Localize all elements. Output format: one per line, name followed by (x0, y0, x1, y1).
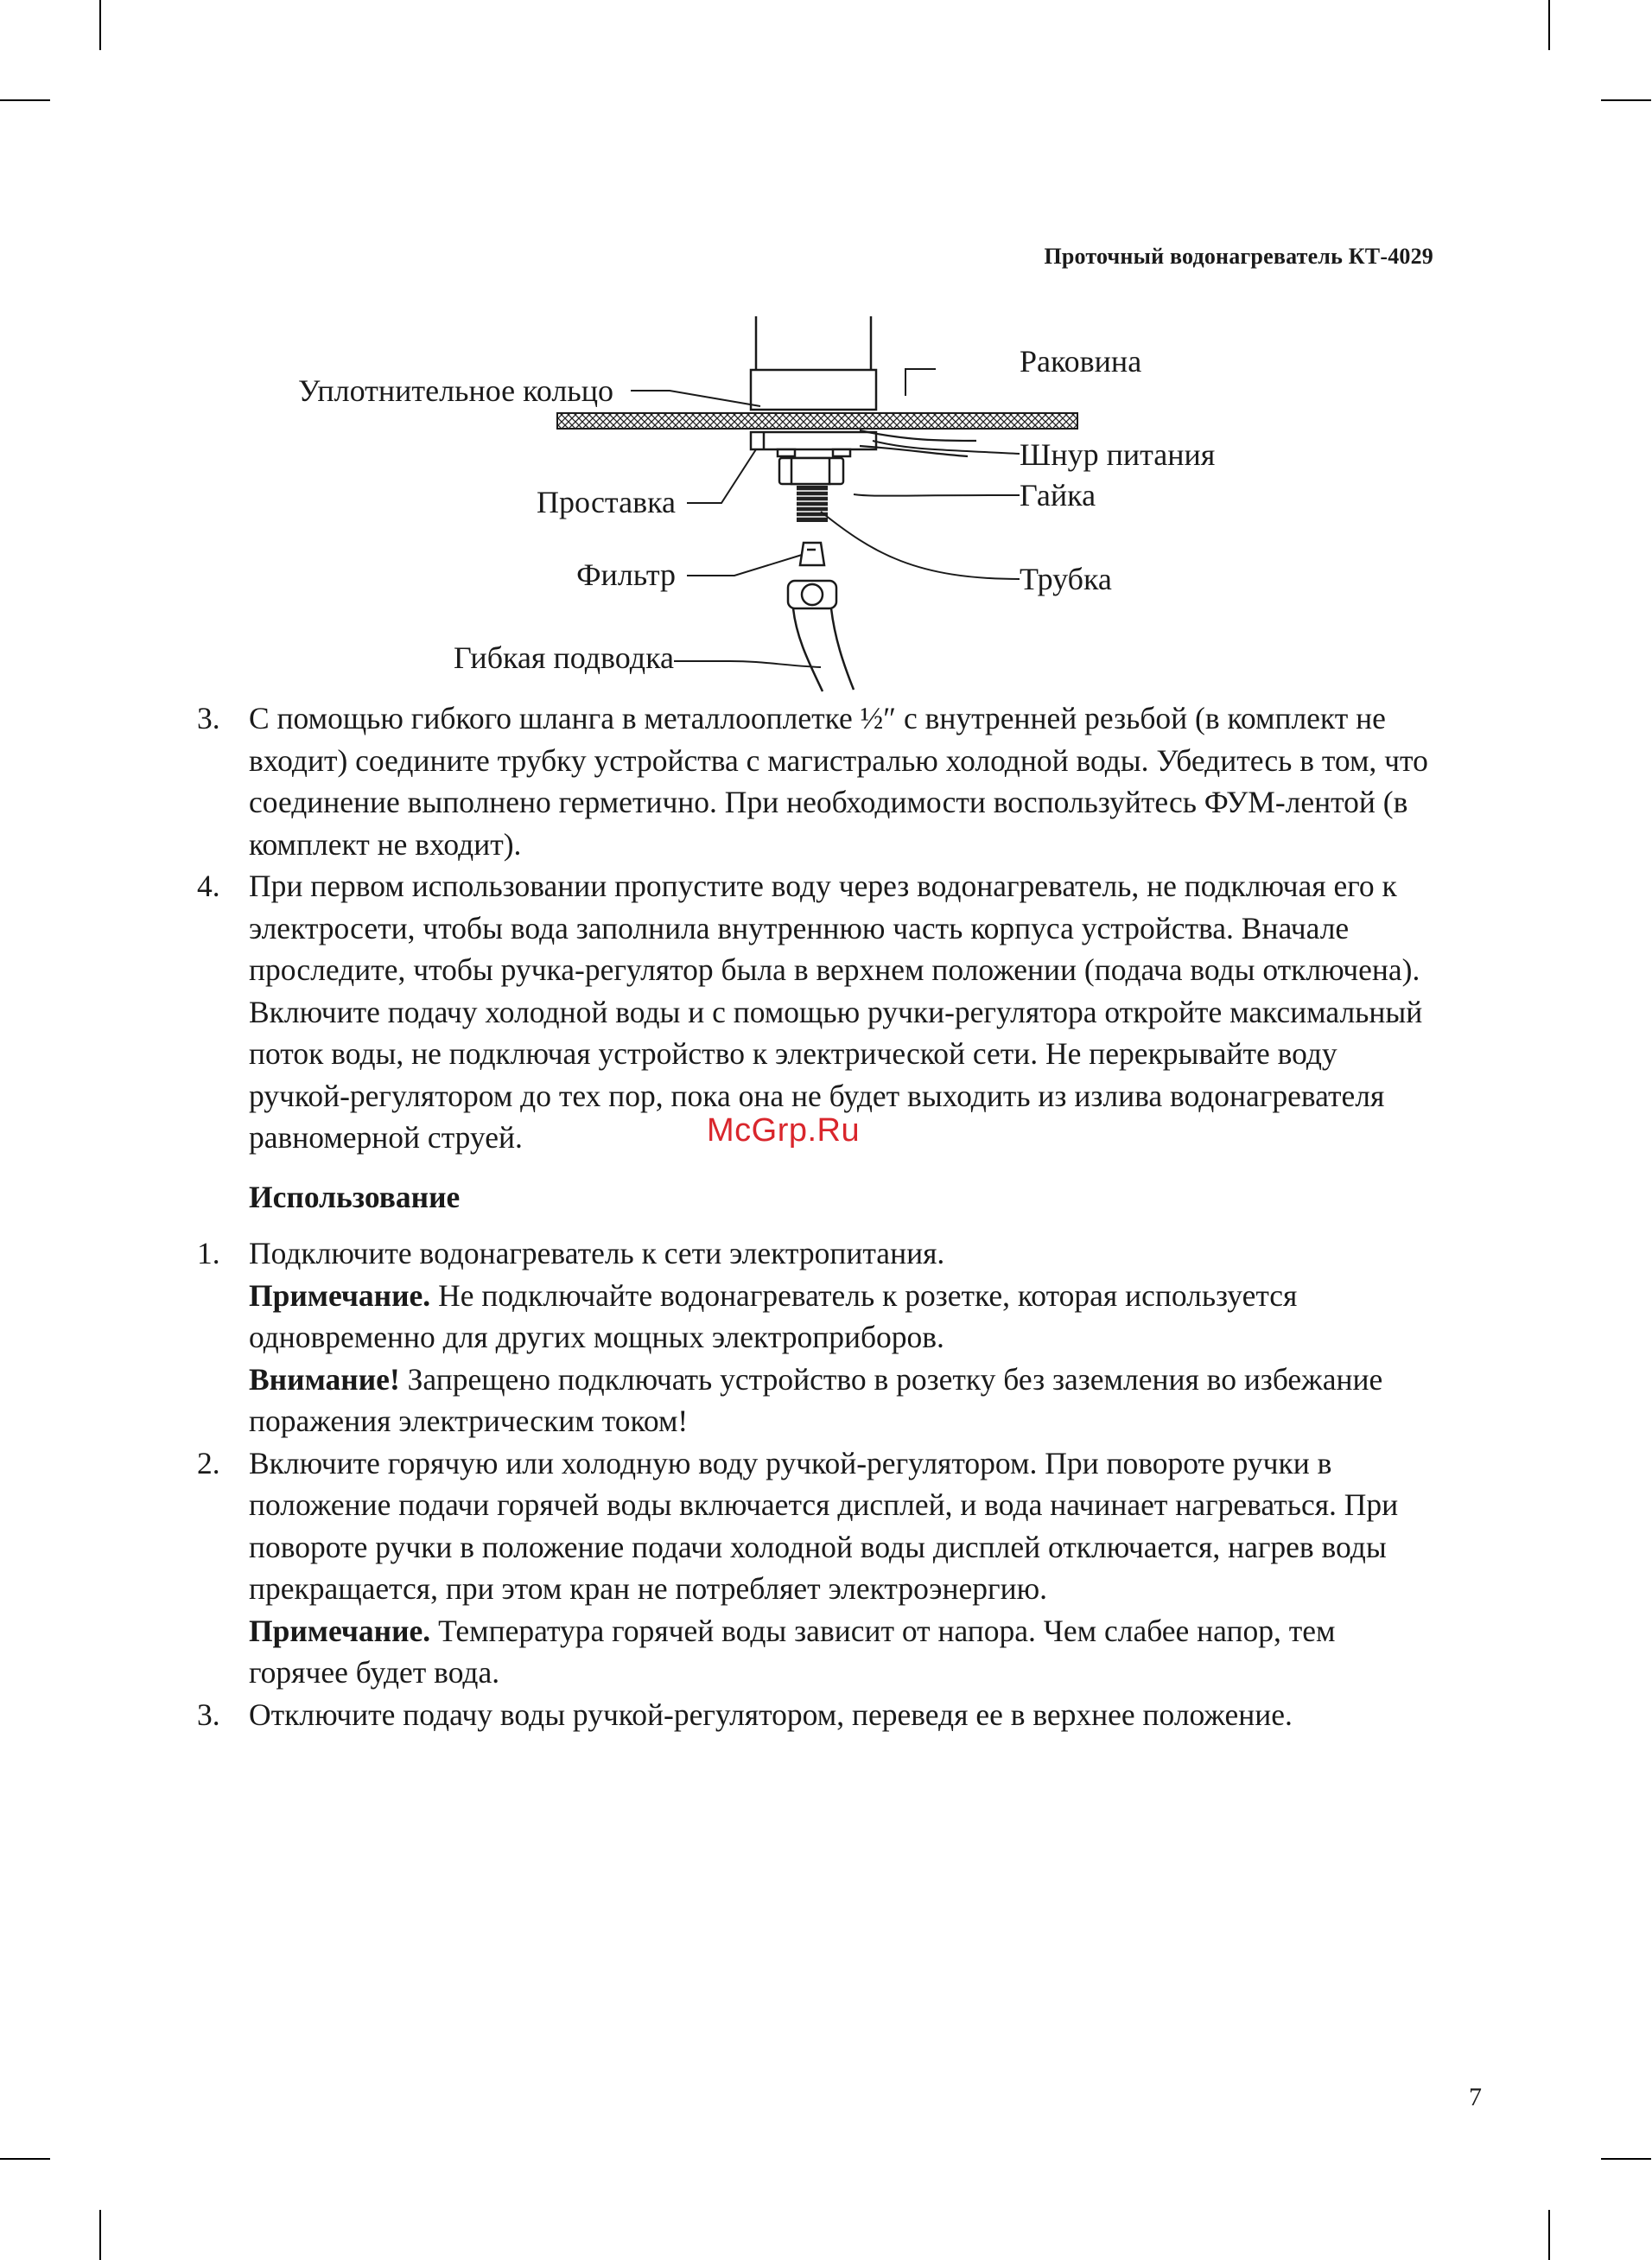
crop-mark (1548, 2210, 1550, 2260)
warning-label: Внимание! (249, 1361, 400, 1397)
page-number: 7 (1469, 2083, 1482, 2111)
crop-mark (99, 2210, 101, 2260)
step-text: Отключите подачу воды ручкой-регулятором, переведя ее в верхнее положение. (249, 1697, 1293, 1732)
usage-step (197, 1232, 1441, 1442)
section-heading-usage: Использование (249, 1179, 461, 1214)
threaded-tube (797, 486, 828, 522)
note-paragraph (249, 1610, 1441, 1694)
warning-paragraph (249, 1359, 1441, 1442)
crop-mark (1601, 2158, 1651, 2160)
crop-mark (0, 2158, 50, 2160)
nut (778, 449, 850, 484)
step-text: Подключите водонагреватель к сети электропитания. (249, 1236, 945, 1270)
step-text: При первом использовании пропустите воду через водонагреватель, не подключая его к электросети, чтобы вода заполнила внутреннюю часть корпуса устройства. Вначале проследите, чтобы ручка-регулятор была в верхнем положении (подача воды отключена). Включите подачу холодной воды и с помощью ручки-регулятора откройте максимальный поток воды, не подключая устройство к электрической сети. Не перекрывайте воду ручкой-регулятором до тех пор, пока она не будет выходить из излива водонагревателя равномерной струей. (249, 869, 1423, 1155)
spacer (751, 432, 876, 449)
instructions-body (197, 697, 1441, 1735)
label-nut: Гайка (1020, 478, 1096, 512)
usage-step (197, 1442, 1441, 1694)
step-text: Включите горячую или холодную воду ручкой-регулятором. При повороте ручки в положение подачи горячей воды включается дисплей, и вода начинает нагреваться. При повороте ручки в положение подачи холодной воды дисплей отключается, нагрев воды прекращается, при этом кран не потребляет электроэнергию. (249, 1445, 1399, 1606)
installation-diagram (251, 311, 1253, 700)
watermark: McGrp.Ru (707, 1112, 861, 1149)
flexible-hose (793, 608, 854, 691)
label-flex-hose: Гибкая подводка (453, 640, 674, 675)
note-label: Примечание. (249, 1277, 431, 1313)
label-spacer: Проставка (537, 485, 676, 519)
step-number: 4. (197, 869, 220, 903)
installation-diagram-svg (251, 311, 1253, 700)
label-sink: Раковина (1020, 344, 1142, 379)
warning-text: Запрещено подключать устройство в розетку без заземления во избежание поражения электрическим током! (249, 1361, 1383, 1438)
step-number: 3. (197, 1697, 220, 1732)
step-number: 2. (197, 1445, 220, 1480)
running-header: Проточный водонагреватель КТ-4029 (1044, 244, 1433, 269)
label-tube: Трубка (1020, 562, 1112, 596)
label-filter: Фильтр (576, 557, 676, 592)
install-step (197, 697, 1441, 865)
hose-nut (788, 581, 836, 608)
crop-mark (0, 99, 50, 101)
filter (800, 543, 824, 565)
step-number: 1. (197, 1236, 220, 1270)
note-paragraph (249, 1275, 1441, 1359)
step-number: 3. (197, 701, 220, 735)
note-text: Не подключайте водонагреватель к розетке, которая используется одновременно для других мощных электроприборов. (249, 1277, 1298, 1354)
crop-mark (99, 0, 101, 50)
note-label: Примечание. (249, 1613, 431, 1648)
note-text: Температура горячей воды зависит от напора. Чем слабее напор, тем горячее будет вода. (249, 1613, 1336, 1690)
crop-mark (1548, 0, 1550, 50)
crop-mark (1601, 99, 1651, 101)
sink-plate (557, 413, 1077, 429)
usage-step (197, 1694, 1441, 1736)
label-seal-ring: Уплотнительное кольцо (298, 373, 613, 408)
label-power-cord: Шнур питания (1020, 437, 1216, 472)
faucet-body (751, 316, 876, 410)
step-text: С помощью гибкого шланга в металлооплетке ½″ с внутренней резьбой (в комплект не входит) соедините трубку устройства с магистралью холодной воды. Убедитесь в том, что соединение выполнено герметично. При необходимости воспользуйтесь ФУМ-лентой (в комплект не входит). (249, 701, 1428, 862)
